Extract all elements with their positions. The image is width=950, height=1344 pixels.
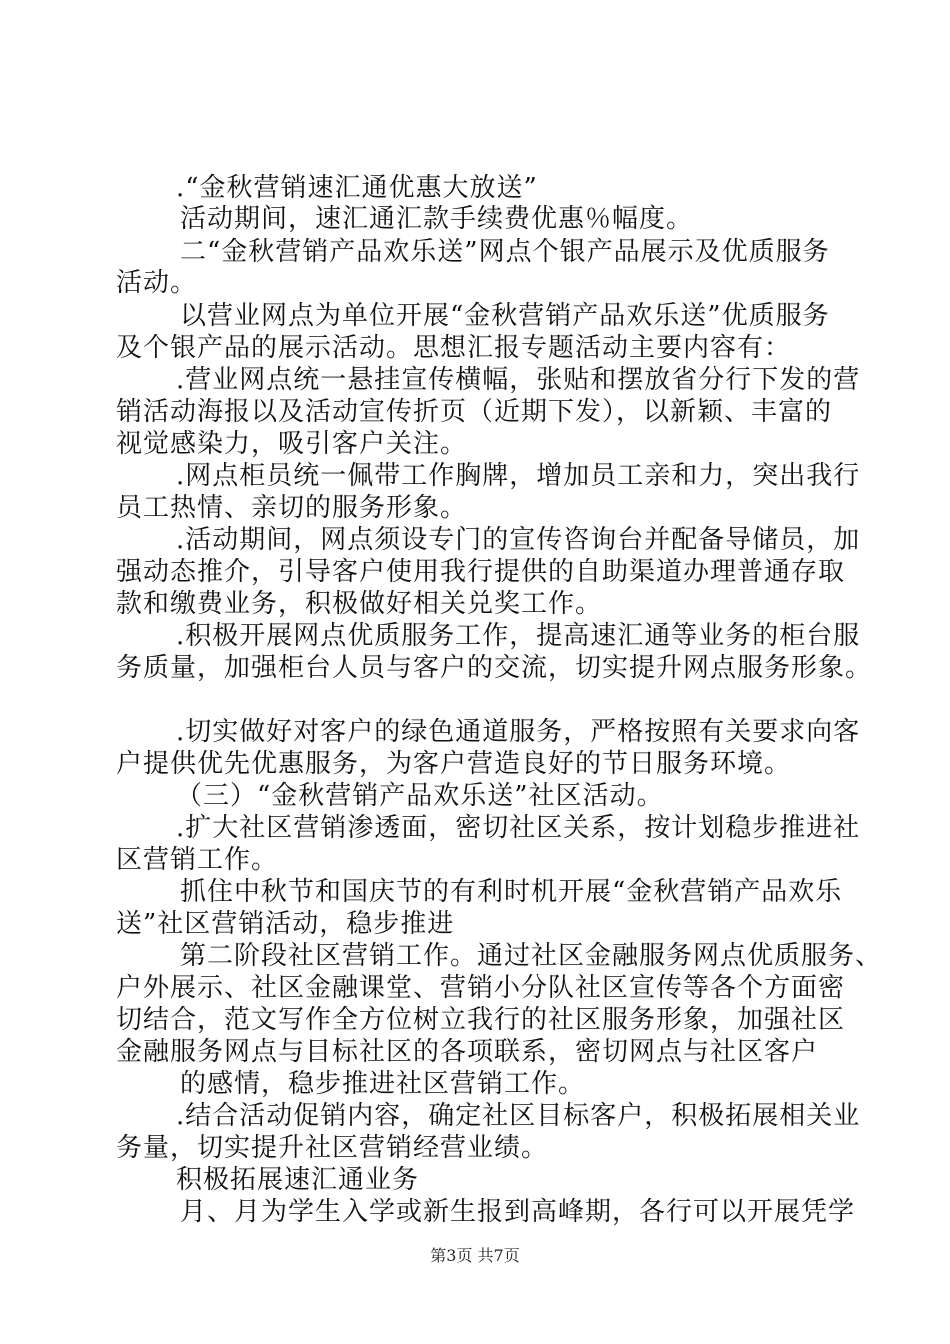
text-line: 销活动海报以及活动宣传折页（近期下发），以新颖、丰富的 <box>116 397 833 427</box>
text-line: 款和缴费业务，积极做好相关兑奖工作。 <box>116 589 603 619</box>
text-line: .营业网点统一悬挂宣传横幅，张贴和摆放省分行下发的营 <box>176 365 861 395</box>
text-line: 二“金秋营销产品欢乐送”网点个银产品展示及优质服务 <box>180 237 830 267</box>
text-line: 送”社区营销活动，稳步推进 <box>116 909 455 939</box>
text-line: 视觉感染力，吸引客户关注。 <box>116 429 468 459</box>
text-line: （三）“金秋营销产品欢乐送”社区活动。 <box>176 781 664 811</box>
text-line: 强动态推介，引导客户使用我行提供的自助渠道办理普通存取 <box>116 557 846 587</box>
text-line: 及个银产品的展示活动。思想汇报专题活动主要内容有： <box>116 333 792 363</box>
text-line: 金融服务网点与目标社区的各项联系，密切网点与社区客户 <box>116 1037 819 1067</box>
text-line: 户外展示、社区金融课堂、营销小分队社区宣传等各个方面密 <box>116 973 846 1003</box>
text-line: .积极开展网点优质服务工作，提高速汇通等业务的柜台服 <box>176 621 861 651</box>
text-line: 积极拓展速汇通业务 <box>176 1165 420 1195</box>
text-line: .切实做好对客户的绿色通道服务，严格按照有关要求向客 <box>176 717 861 747</box>
page-number-footer: 第3页 共7页 <box>430 1246 520 1265</box>
text-line: 务量，切实提升社区营销经营业绩。 <box>116 1133 549 1163</box>
text-line: .结合活动促销内容，确定社区目标客户，积极拓展相关业 <box>176 1101 861 1131</box>
text-line: 活动。 <box>116 268 198 298</box>
text-line: 员工热情、亲切的服务形象。 <box>116 493 468 523</box>
text-line: 的感情，稳步推进社区营销工作。 <box>180 1069 586 1099</box>
text-line: 切结合，范文写作全方位树立我行的社区服务形象，加强社区 <box>116 1005 846 1035</box>
text-line: 月、月为学生入学或新生报到高峰期，各行可以开展凭学 <box>180 1197 856 1227</box>
text-line: .扩大社区营销渗透面，密切社区关系，按计划稳步推进社 <box>176 813 861 843</box>
text-line: 活动期间，速汇通汇款手续费优惠％幅度。 <box>180 204 694 234</box>
text-line: 务质量，加强柜台人员与客户的交流，切实提升网点服务形象。 <box>116 653 873 683</box>
text-line: 以营业网点为单位开展“金秋营销产品欢乐送”优质服务 <box>180 301 830 331</box>
text-line: .网点柜员统一佩带工作胸牌，增加员工亲和力，突出我行 <box>176 461 861 491</box>
text-line: 抓住中秋节和国庆节的有利时机开展“金秋营销产品欢乐 <box>180 877 843 907</box>
text-line: 户提供优先优惠服务，为客户营造良好的节日服务环境。 <box>116 749 792 779</box>
text-line: .“金秋营销速汇通优惠大放送” <box>176 173 538 203</box>
text-line: 第二阶段社区营销工作。通过社区金融服务网点优质服务、 <box>180 941 883 971</box>
text-line: 区营销工作。 <box>116 845 279 875</box>
text-line: .活动期间，网点须设专门的宣传咨询台并配备导储员，加 <box>176 525 861 555</box>
